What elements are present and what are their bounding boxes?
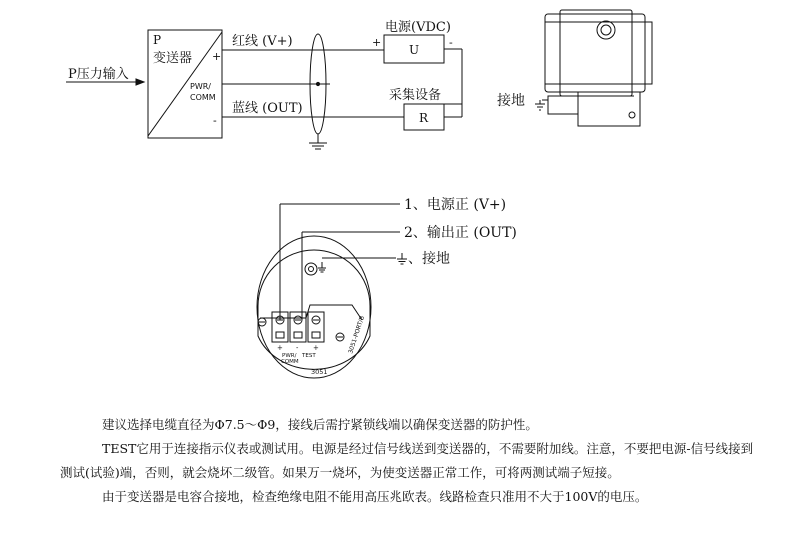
note-line-3: 由于变送器是电容合接地，检查绝缘电阻不能用高压兆欧表。线路检查只准用不大于100V的电压。 (102, 489, 648, 504)
terminal-label-3: 、接地 (408, 251, 450, 267)
terminal-texts (277, 196, 517, 376)
test-text: TEST (302, 353, 316, 359)
blue-wire-label: 蓝线 (OUT) (232, 101, 303, 116)
power-label: 电源(VDC) (385, 20, 451, 35)
ground-icon (309, 143, 327, 149)
note-line-2: TEST它用于连接指示仪表或测试用。电源是经过信号线送到变送器的，不需要附加线。注意，不要把电源-信号线接到测试(试验)端，否则，就会烧坏二级管。如果万一烧坏，为使变送器正常工作，可将两测试端子短接。 (60, 441, 754, 480)
svg-text:-: - (296, 344, 299, 352)
notes-section (60, 413, 760, 509)
power-minus-sign: - (449, 36, 453, 49)
housing-cap-circle (597, 21, 615, 39)
pwr-label: PWR/ (190, 82, 211, 91)
port-text: 3051-PORT/B (347, 315, 367, 355)
leader-ground-icon (397, 253, 407, 264)
device-label: 采集设备 (389, 88, 442, 103)
u-label: U (409, 43, 420, 57)
svg-text:+: + (277, 344, 283, 352)
terminal-label-2: 2、输出正 (OUT) (404, 225, 517, 241)
svg-text:+: + (313, 344, 319, 352)
plus-sign: + (212, 50, 222, 63)
note-line-1: 建议选择电缆直径为Φ7.5～Φ9，接线后需拧紧锁线端以确保变送器的防护性。 (102, 417, 538, 432)
comm-text: COMM (281, 359, 299, 365)
minus-sign: - (213, 114, 217, 127)
model-text: 3051 (311, 368, 328, 376)
transmitter-p-label: P (153, 33, 162, 47)
housing-ground-icon (535, 100, 545, 110)
terminal-ground-icon (318, 262, 326, 272)
arrowhead-icon (136, 79, 144, 85)
pwr-text: PWR/ (282, 353, 297, 359)
transmitter-housing (535, 10, 652, 126)
transmitter-label: 变送器 (153, 51, 193, 66)
pressure-input-label: P压力输入 (68, 67, 129, 82)
r-label: R (419, 111, 429, 125)
housing-ground-label: 接地 (497, 93, 525, 109)
terminal-label-1: 1、电源正 (V+) (404, 197, 507, 213)
red-wire-label: 红线 (V+) (232, 34, 293, 49)
comm-label: COMM (190, 93, 216, 102)
ground-screw-circle (305, 263, 317, 275)
power-plus-sign: + (372, 36, 382, 49)
